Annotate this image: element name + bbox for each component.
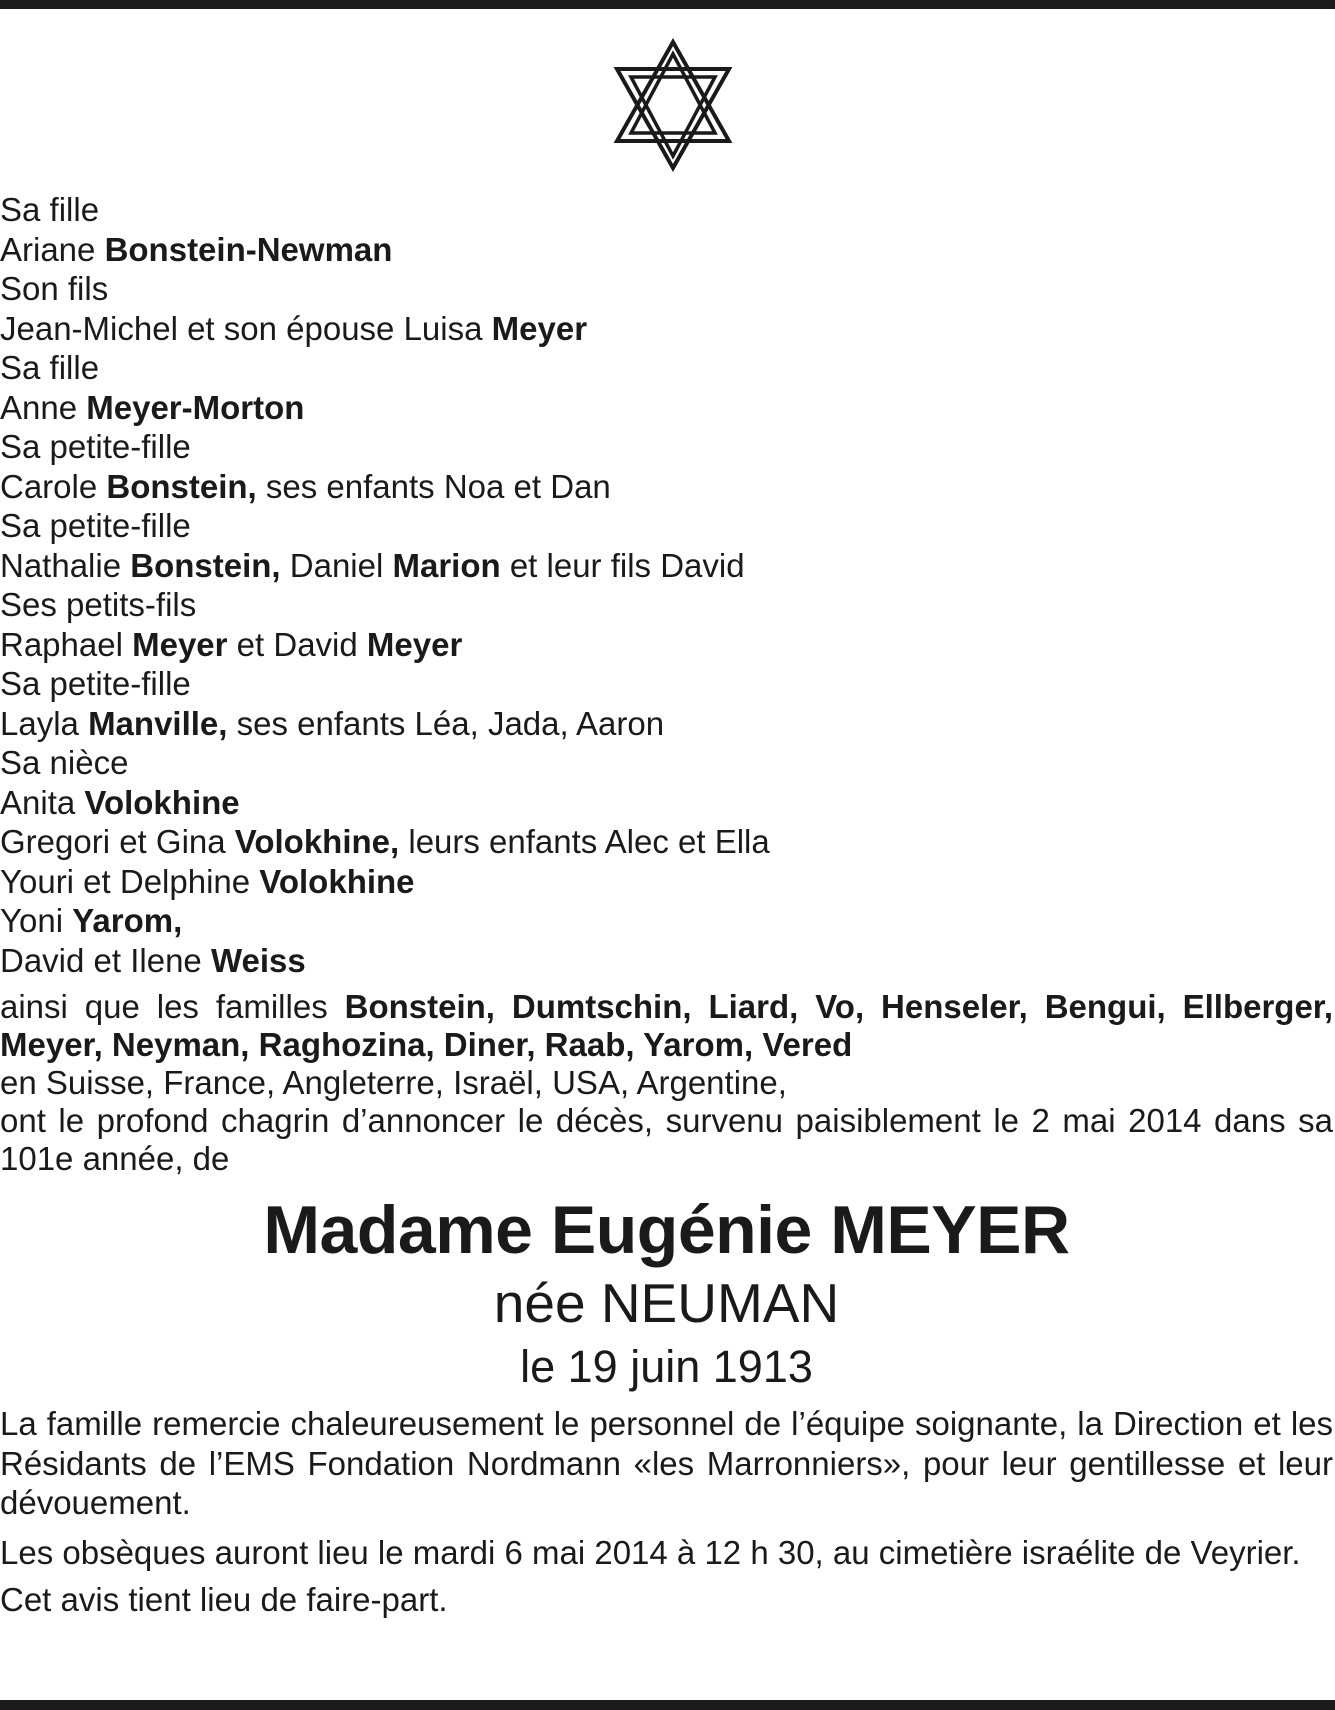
funeral-paragraph: Les obsèques auront lieu le mardi 6 mai 2014 à 12 h 30, au cimetière israélite de Veyrier. <box>0 1533 1301 1571</box>
family-text: Jean-Michel et son épouse Luisa <box>0 309 492 347</box>
family-text: Sa fille <box>0 349 100 386</box>
family-line <box>0 783 1333 823</box>
family-text: Sa fille <box>0 191 100 228</box>
death-announcement: ont le profond chagrin d’annoncer le décès, survenu paisiblement le 2 mai 2014 dans sa 101e année, de <box>0 1102 1333 1177</box>
family-text: Carole <box>0 467 107 505</box>
families-names-1: Bonstein, Dumtschin, Liard, Vo, Henseler, Bengui, Ellberger, <box>344 988 1333 1025</box>
family-line <box>0 348 1333 388</box>
family-surname: Bonstein-Newman <box>104 230 393 268</box>
maiden-name: née NEUMAN <box>493 1272 840 1334</box>
family-text: Ariane <box>0 230 105 268</box>
family-text: Anne <box>0 388 87 426</box>
family-surname: Meyer <box>491 309 588 347</box>
family-line <box>0 388 1333 428</box>
family-text: Sa petite-fille <box>0 428 191 465</box>
family-surname: Bonstein, <box>130 546 281 584</box>
family-surname: Weiss <box>210 941 306 979</box>
families-countries: en Suisse, France, Angleterre, Israël, USA, Argentine, <box>0 1064 787 1101</box>
family-text: Gregori et Gina <box>0 823 235 860</box>
family-text: Son fils <box>0 270 109 307</box>
families-line-1 <box>0 988 1333 1026</box>
family-surname: Meyer-Morton <box>86 388 305 426</box>
family-text: Ses petits-fils <box>0 586 197 623</box>
family-surname: Volokhine, <box>234 823 400 860</box>
family-text: Anita <box>0 783 85 821</box>
family-text: Raphael <box>0 625 133 663</box>
family-text: Daniel <box>280 546 393 584</box>
family-line <box>0 901 1333 941</box>
family-surname: Volokhine <box>259 862 415 900</box>
family-surname: Volokhine <box>84 783 240 821</box>
family-text: et leur fils David <box>500 546 745 584</box>
family-line <box>0 546 1333 586</box>
families-names-2: Meyer, Neyman, Raghozina, Diner, Raab, Yarom, Vered <box>0 1026 853 1063</box>
deceased-name: Madame Eugénie MEYER <box>263 1192 1070 1268</box>
family-surname: Meyer <box>132 625 228 663</box>
family-line <box>0 704 1333 744</box>
top-rule <box>0 0 1335 9</box>
birth-date: le 19 juin 1913 <box>520 1341 813 1392</box>
family-text: ses enfants Noa et Dan <box>256 467 611 505</box>
family-surname: Manville, <box>88 704 228 742</box>
family-line <box>0 585 1333 625</box>
family-line <box>0 822 1333 862</box>
family-text: ses enfants Léa, Jada, Aaron <box>227 704 665 742</box>
family-text: Sa petite-fille <box>0 665 191 702</box>
bottom-rule <box>0 1700 1335 1710</box>
family-line <box>0 506 1333 546</box>
family-line <box>0 941 1333 981</box>
family-surname: Bonstein, <box>106 467 257 505</box>
family-text: Layla <box>0 704 89 742</box>
family-surname: Yarom, <box>72 902 183 939</box>
family-line <box>0 862 1333 902</box>
family-surname: Marion <box>392 546 501 584</box>
family-line <box>0 230 1333 270</box>
family-line <box>0 427 1333 467</box>
family-text: et David <box>227 625 367 663</box>
family-text: Yoni <box>0 902 73 939</box>
family-surname: Meyer <box>366 625 463 663</box>
family-text: Sa nièce <box>0 744 129 781</box>
family-text: Nathalie <box>0 546 131 584</box>
family-line <box>0 269 1333 309</box>
notice-statement: Cet avis tient lieu de faire-part. <box>0 1581 448 1618</box>
family-line <box>0 743 1333 783</box>
family-text: David et Ilene <box>0 941 211 979</box>
notice-body <box>0 190 1333 1620</box>
family-line <box>0 467 1333 507</box>
star-of-david-icon <box>611 38 735 172</box>
thanks-paragraph: La famille remercie chaleureusement le personnel de l’équipe soignante, la Direction et les Résidants de l’EMS Fondation Nordmann «les Marronniers», pour leur gentillesse et leur dévouement. <box>0 1405 1333 1521</box>
family-text: leurs enfants Alec et Ella <box>399 823 770 860</box>
family-line <box>0 190 1333 230</box>
family-line <box>0 664 1333 704</box>
families-intro: ainsi que les familles <box>0 988 345 1025</box>
family-text: Youri et Delphine <box>0 862 260 900</box>
families-paragraph <box>0 988 1333 1178</box>
family-text: Sa petite-fille <box>0 507 191 544</box>
family-line <box>0 625 1333 665</box>
family-line <box>0 309 1333 349</box>
family-list <box>0 190 1333 980</box>
